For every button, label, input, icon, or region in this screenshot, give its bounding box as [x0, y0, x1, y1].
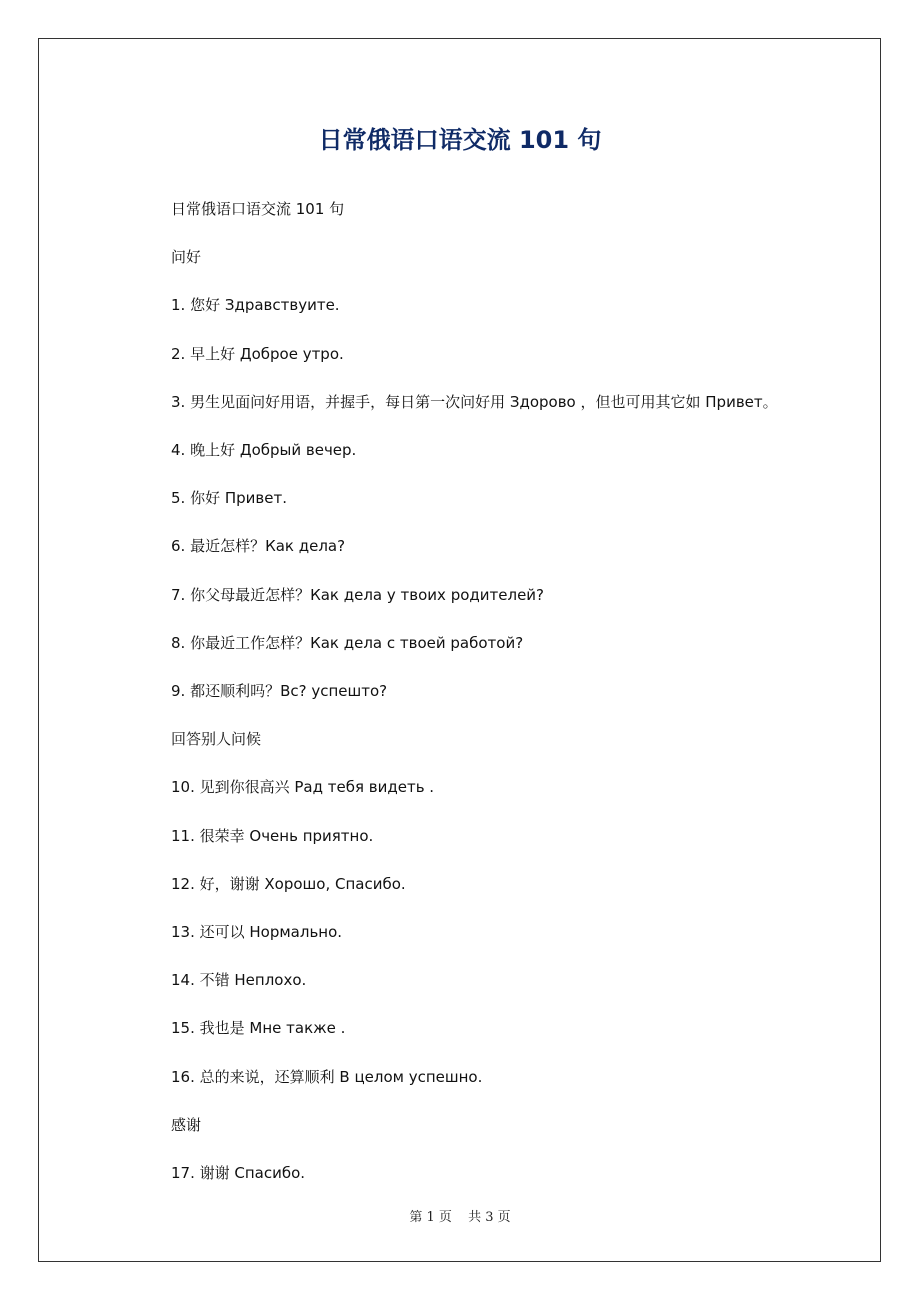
- page-number: 第 1 页: [409, 1210, 452, 1225]
- text-line: 11. 很荣幸 Очень приятно.: [171, 826, 374, 845]
- text-line: 日常俄语口语交流 101 句: [171, 200, 345, 218]
- text-line: 14. 不错 Неплохо.: [171, 971, 307, 990]
- text-line: 感谢: [171, 1115, 202, 1134]
- text-line: 16. 总的来说，还算顺利 В целом успешно.: [171, 1067, 483, 1086]
- text-line: 10. 见到你很高兴 Рад тебя видеть .: [171, 778, 435, 797]
- text-line: 7. 你父母最近怎样？Как дела у твоих родителей?: [171, 585, 545, 604]
- text-line: 9. 都还顺利吗？Вс? успешто?: [171, 682, 388, 700]
- text-line: 回答别人问候: [171, 730, 262, 749]
- page-total: 共 3 页: [468, 1210, 511, 1225]
- text-line: 2. 早上好 Доброе утро.: [171, 344, 344, 363]
- text-line: 4. 晚上好 Добрый вечер.: [171, 441, 357, 459]
- text-line: 13. 还可以 Нормально.: [171, 923, 343, 941]
- text-line: 问好: [171, 248, 202, 267]
- text-line: 6. 最近怎样？Как дела?: [171, 537, 346, 556]
- text-line: 1. 您好 Здравствуите.: [171, 296, 340, 315]
- text-line: 12. 好，谢谢 Хорошо, Спасибо.: [171, 874, 406, 893]
- page-footer: [0, 1206, 920, 1225]
- text-line: 3. 男生见面问好用语，并握手，每日第一次问好用 Здорово ，但也可用其它如 Привет。: [171, 392, 778, 411]
- text-line: 8. 你最近工作怎样？Как дела с твоей работой?: [171, 633, 524, 652]
- text-line: 17. 谢谢 Спасибо.: [171, 1164, 306, 1182]
- text-line: 15. 我也是 Мне также .: [171, 1019, 346, 1038]
- document-title: 日常俄语口语交流 101 句: [318, 126, 602, 154]
- text-line: 5. 你好 Привет.: [171, 489, 287, 508]
